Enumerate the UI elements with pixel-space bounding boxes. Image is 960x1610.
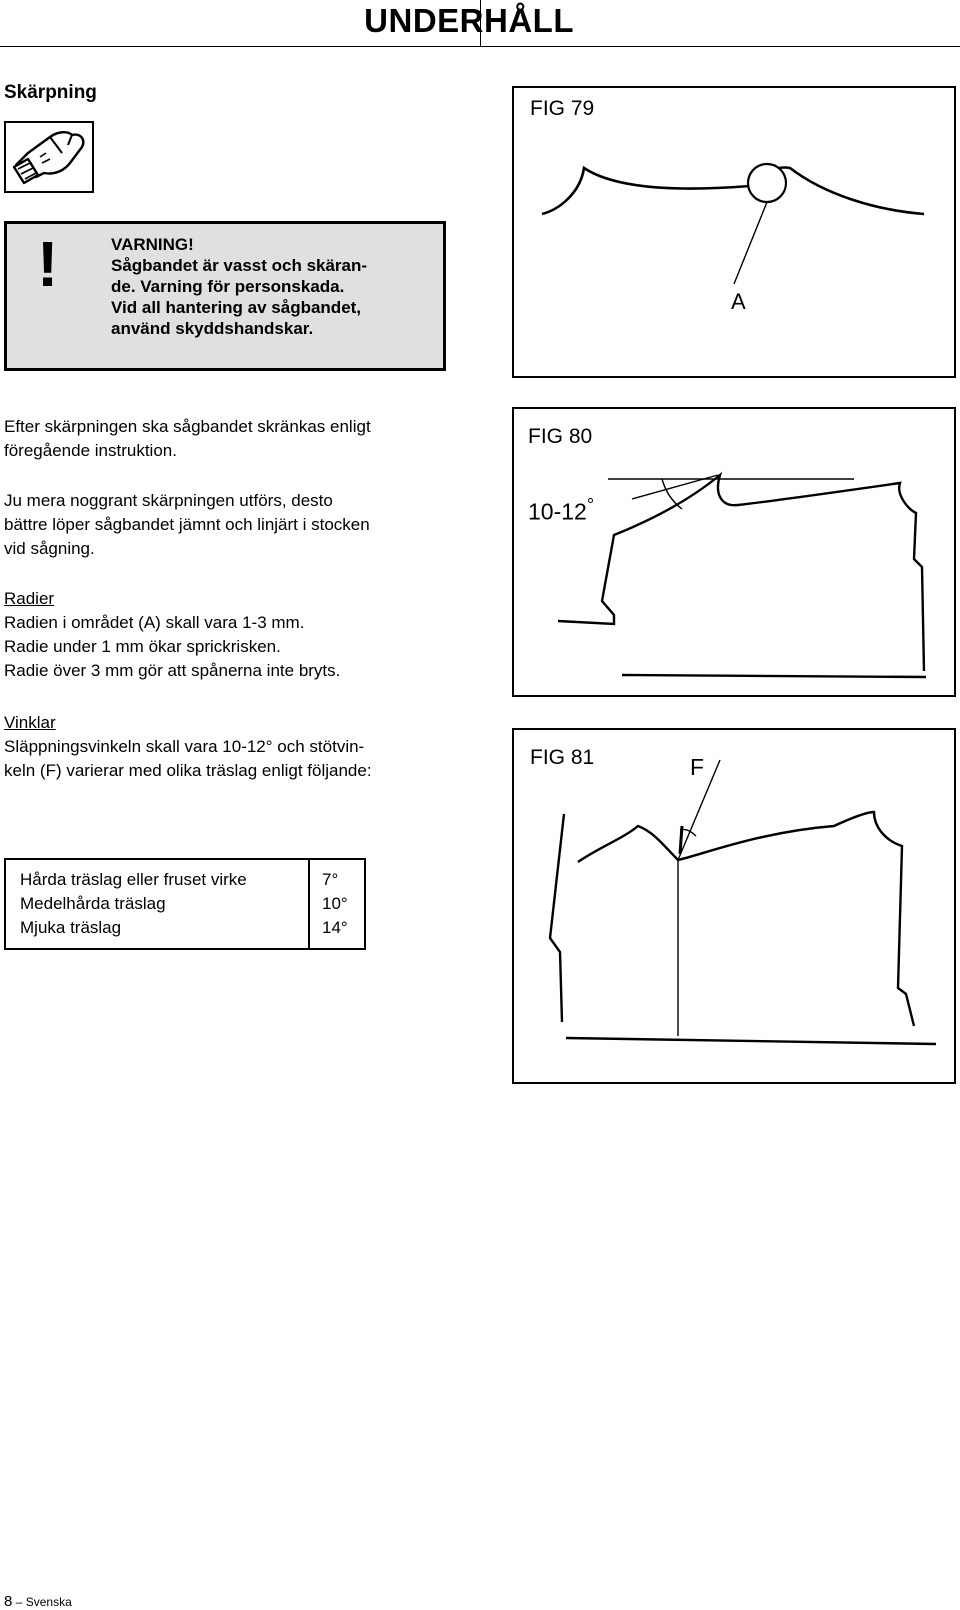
table-row-name: Mjuka träslag: [20, 918, 122, 937]
warning-line: de. Varning för personskada.: [111, 277, 345, 296]
figure-81: [512, 728, 956, 1084]
text-line: Radie under 1 mm ökar sprickrisken.: [4, 637, 281, 656]
figure-label: FIG 79: [530, 97, 595, 120]
radier-section: [4, 587, 474, 683]
table-row-angle: 10°: [322, 894, 348, 913]
warning-box: [4, 221, 446, 371]
text-line: Ju mera noggrant skärpningen utförs, desto: [4, 491, 333, 510]
text-line: vid sågning.: [4, 539, 95, 558]
warning-heading: VARNING!: [111, 235, 194, 254]
figure-80: [512, 407, 956, 697]
callout-f-label: F: [690, 754, 705, 780]
text-line: Släppningsvinkeln skall vara 10-12° och stötvin-: [4, 737, 365, 756]
table-divider: [308, 860, 310, 948]
warning-line: Vid all hantering av sågbandet,: [111, 298, 362, 317]
page-footer: [4, 1593, 72, 1610]
angle-label: 10-12°: [528, 495, 595, 525]
callout-a-label: A: [731, 289, 746, 314]
figure-79: [512, 86, 956, 378]
header-rule: [0, 46, 960, 47]
protective-glove-icon: [6, 123, 92, 191]
text-line: keln (F) varierar med olika träslag enligt följande:: [4, 761, 372, 780]
footer-language: Svenska: [25, 1595, 72, 1609]
table-row-angle: 7°: [322, 870, 339, 889]
figure-81-drawing: [514, 730, 954, 1082]
figure-80-drawing: [514, 409, 954, 695]
wood-angle-table: [4, 858, 366, 950]
warning-exclamation-icon: !: [37, 228, 59, 300]
warning-text: [111, 234, 441, 339]
text-line: Radien i området (A) skall vara 1-3 mm.: [4, 613, 305, 632]
warning-line: använd skyddshandskar.: [111, 319, 314, 338]
table-row-name: Hårda träslag eller fruset virke: [20, 870, 247, 889]
radier-heading: Radier: [4, 589, 55, 608]
vinklar-section: [4, 711, 474, 783]
footer-dash: –: [15, 1595, 23, 1609]
figure-label: FIG 80: [528, 425, 593, 448]
text-line: Radie över 3 mm gör att spånerna inte bryts.: [4, 661, 341, 680]
figure-79-drawing: [514, 88, 954, 376]
section-title: Skärpning: [4, 82, 97, 103]
text-line: Efter skärpningen ska sågbandet skränkas enligt: [4, 417, 371, 436]
text-line: bättre löper sågbandet jämnt och linjärt i stocken: [4, 515, 370, 534]
warning-line: Sågbandet är vasst och skäran-: [111, 256, 368, 275]
table-row-angle: 14°: [322, 918, 348, 937]
page-title: UNDERHÅLL: [364, 2, 574, 39]
figure-label: FIG 81: [530, 746, 595, 769]
paragraph-precision: [4, 489, 474, 561]
vinklar-heading: Vinklar: [4, 713, 56, 732]
glove-pictogram: [4, 121, 94, 193]
text-line: föregående instruktion.: [4, 441, 177, 460]
page-number: 8: [4, 1593, 13, 1610]
paragraph-after-sharpening: [4, 415, 474, 463]
table-row-name: Medelhårda träslag: [20, 894, 166, 913]
